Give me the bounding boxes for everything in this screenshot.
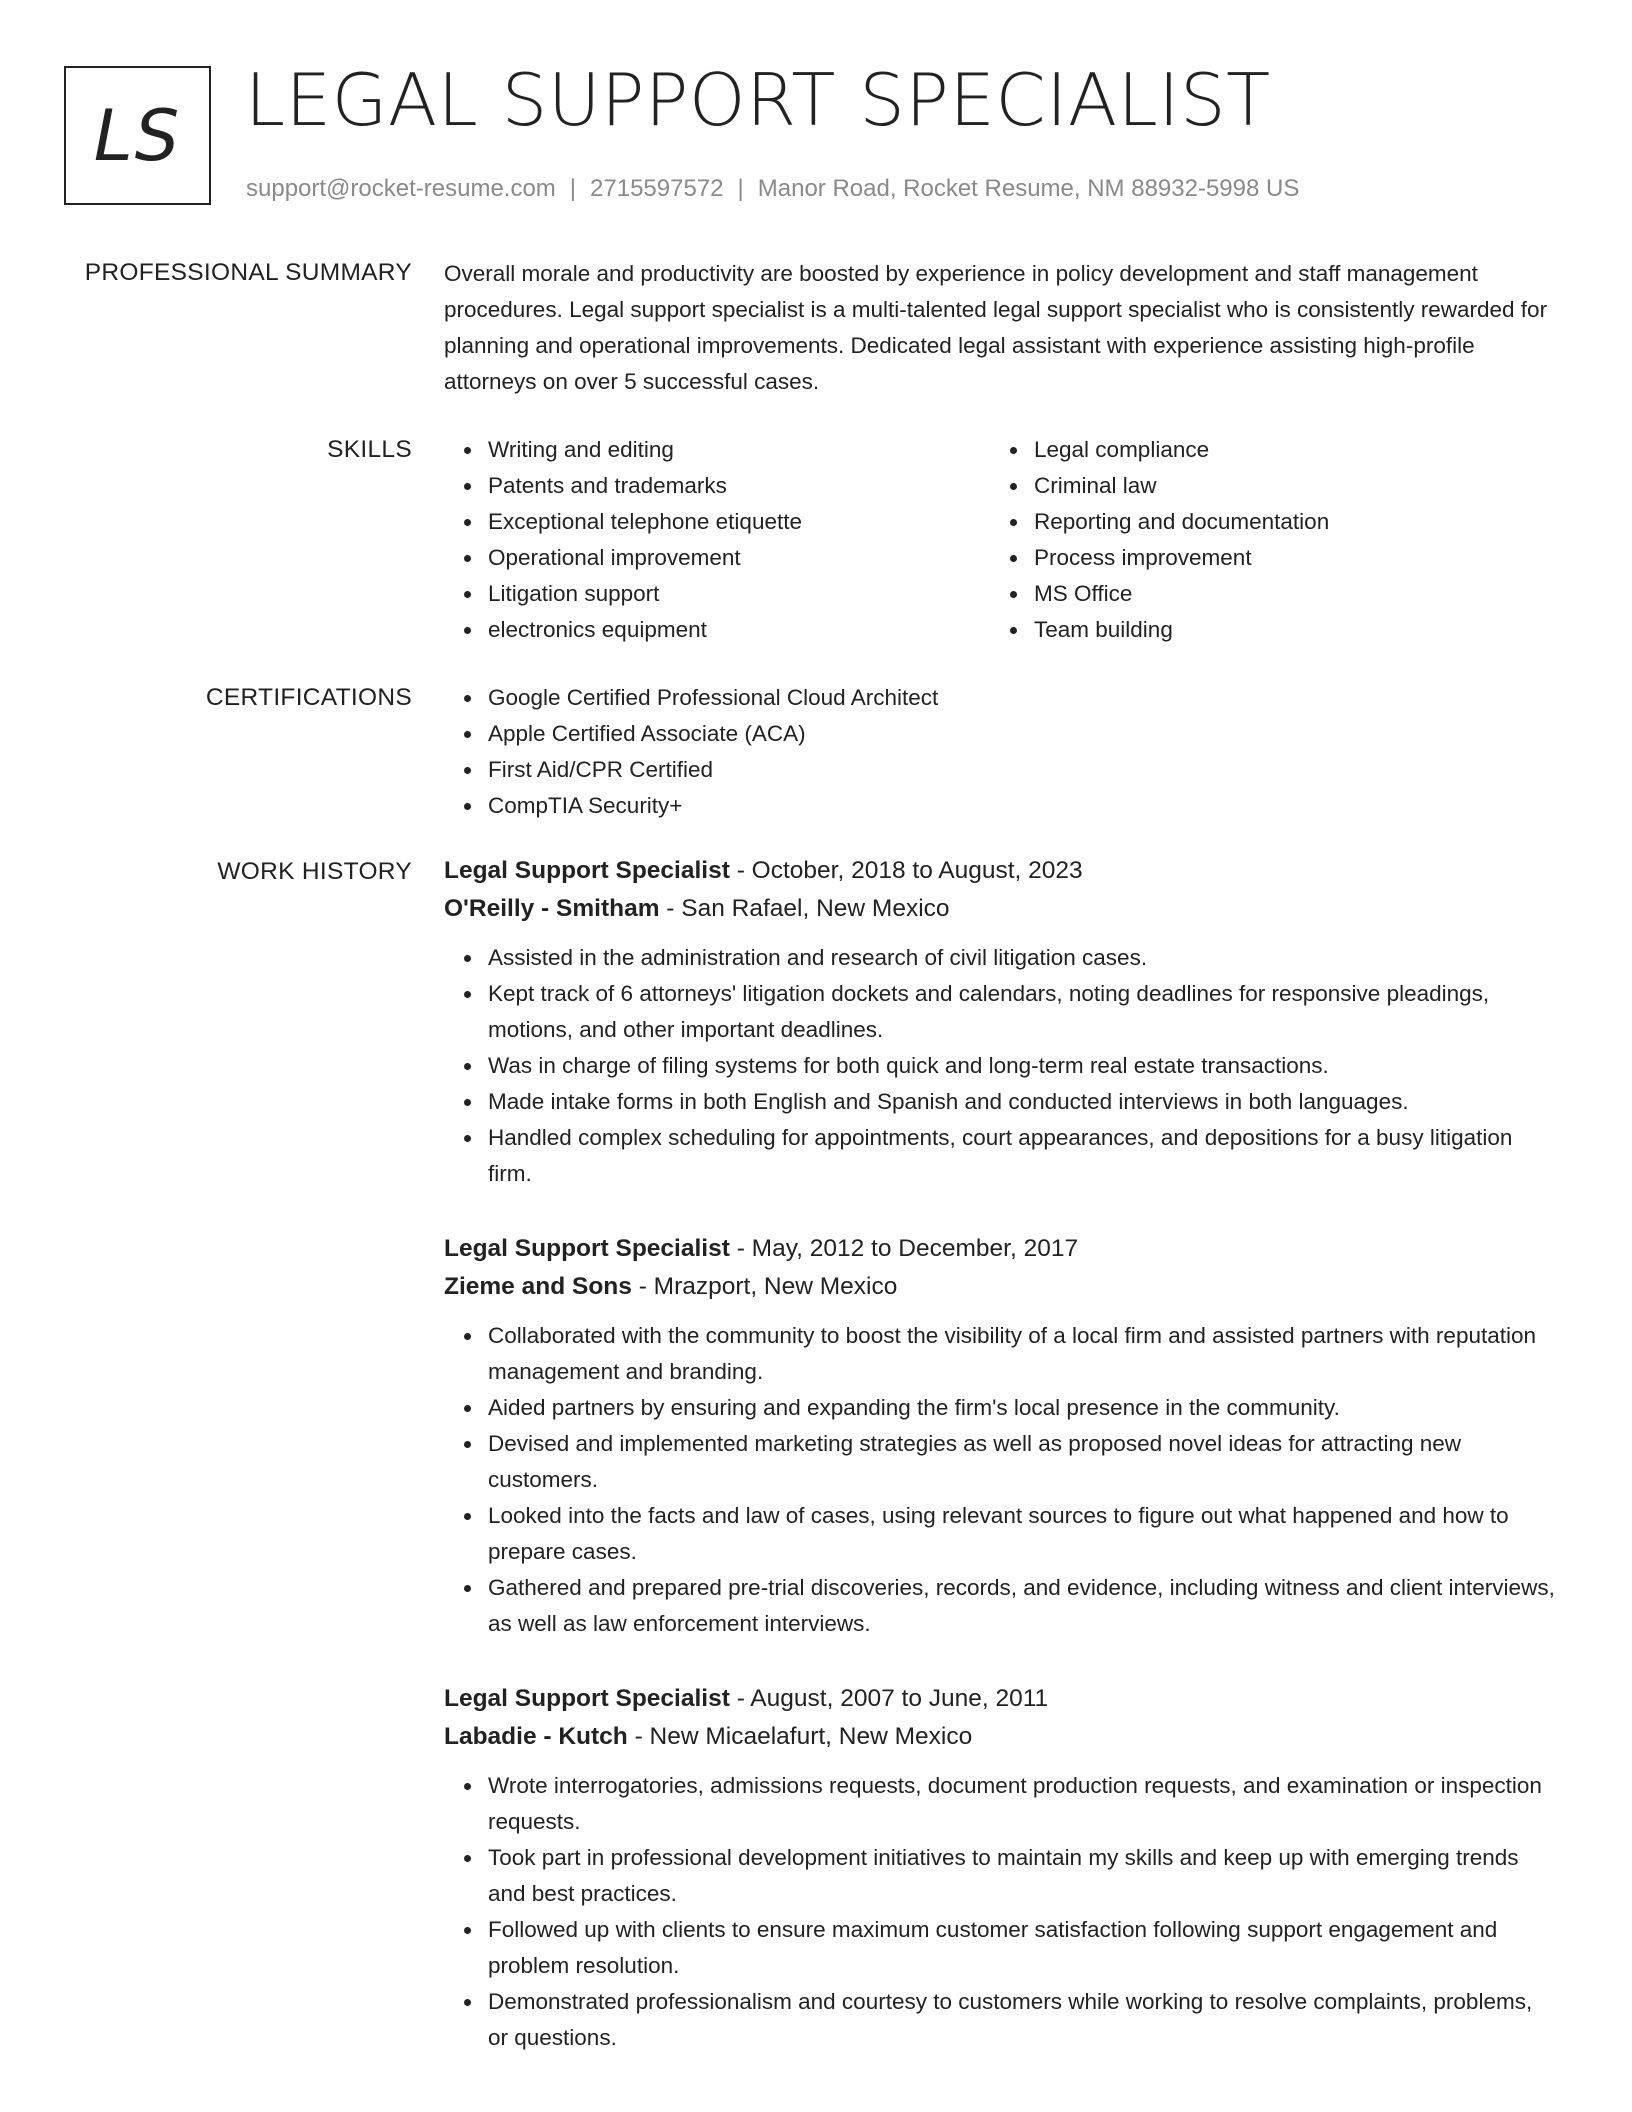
job-company-line xyxy=(444,890,1556,928)
list-item: Kept track of 6 attorneys' litigation dockets and calendars, noting deadlines for responsive pleadings, motions, and other important deadlines. xyxy=(444,976,1556,1048)
list-item: Team building xyxy=(990,612,1536,648)
job-dates: - August, 2007 to June, 2011 xyxy=(729,1685,1049,1712)
list-item: Aided partners by ensuring and expanding the firm's local presence in the community. xyxy=(444,1390,1556,1426)
job-company: Labadie - Kutch xyxy=(444,1723,628,1750)
list-item: Gathered and prepared pre-trial discoveries, records, and evidence, including witness and client interviews, as well as law enforcement interviews. xyxy=(444,1570,1556,1642)
list-item: Devised and implemented marketing strategies as well as proposed novel ideas for attracting new customers. xyxy=(444,1426,1556,1498)
list-item: Writing and editing xyxy=(444,432,990,468)
resume-name-title: LEGAL SUPPORT SPECIALIST xyxy=(245,58,1271,142)
summary-heading: PROFESSIONAL SUMMARY xyxy=(84,259,412,286)
job-title-line xyxy=(444,1230,1556,1268)
job-bullets xyxy=(444,1318,1556,1642)
contact-separator: | xyxy=(737,175,744,202)
list-item: Collaborated with the community to boost the visibility of a local firm and assisted partners with reputation management and branding. xyxy=(444,1318,1556,1390)
certifications-body xyxy=(444,680,1556,824)
list-item: Legal compliance xyxy=(990,432,1536,468)
list-item: Handled complex scheduling for appointments, court appearances, and depositions for a busy litigation firm. xyxy=(444,1120,1556,1192)
skills-list-left xyxy=(444,432,990,648)
list-item: First Aid/CPR Certified xyxy=(444,752,1556,788)
list-item: electronics equipment xyxy=(444,612,990,648)
list-item: Exceptional telephone etiquette xyxy=(444,504,990,540)
list-item: MS Office xyxy=(990,576,1536,612)
job-entry xyxy=(444,1230,1556,1642)
skills-heading: SKILLS xyxy=(327,436,412,463)
list-item: Demonstrated professionalism and courtesy to customers while working to resolve complaints, problems, or questions. xyxy=(444,1984,1556,2056)
list-item: Google Certified Professional Cloud Architect xyxy=(444,680,1556,716)
job-entry xyxy=(444,852,1556,1192)
job-company-line xyxy=(444,1268,1556,1306)
job-location: - Mrazport, New Mexico xyxy=(631,1273,898,1300)
certifications-heading: CERTIFICATIONS xyxy=(205,684,412,711)
contact-separator: | xyxy=(569,175,577,202)
skills-list-right xyxy=(990,432,1536,648)
list-item: Process improvement xyxy=(990,540,1536,576)
job-location: - New Micaelafurt, New Mexico xyxy=(627,1723,973,1750)
job-company-line xyxy=(444,1718,1556,1756)
job-entry xyxy=(444,1680,1556,2056)
list-item: Looked into the facts and law of cases, using relevant sources to figure out what happened and how to prepare cases. xyxy=(444,1498,1556,1570)
list-item: CompTIA Security+ xyxy=(444,788,1556,824)
list-item: Operational improvement xyxy=(444,540,990,576)
job-bullets xyxy=(444,940,1556,1192)
list-item: Followed up with clients to ensure maximum customer satisfaction following support engagement and problem resolution. xyxy=(444,1912,1556,1984)
summary-text: Overall morale and productivity are boosted by experience in policy development and staff management procedures. Legal support specialist is a multi-talented legal support specialist who is consistently rewarded for planning and operational improvements. Dedicated legal assistant with experience assisting high-profile attorneys on over 5 successful cases. xyxy=(444,261,1548,394)
job-role: Legal Support Specialist xyxy=(444,1685,730,1712)
list-item: Criminal law xyxy=(990,468,1536,504)
list-item: Patents and trademarks xyxy=(444,468,990,504)
skills-body xyxy=(444,432,1556,648)
monogram-logo xyxy=(64,66,211,205)
list-item: Assisted in the administration and research of civil litigation cases. xyxy=(444,940,1556,976)
job-role: Legal Support Specialist xyxy=(444,857,730,884)
certifications-list xyxy=(444,680,1556,824)
contact-address: Manor Road, Rocket Resume, NM 88932-5998 US xyxy=(757,175,1300,202)
contact-line xyxy=(246,172,1299,206)
list-item: Wrote interrogatories, admissions requests, document production requests, and examination or inspection requests. xyxy=(444,1768,1556,1840)
list-item: Apple Certified Associate (ACA) xyxy=(444,716,1556,752)
work-history-heading: WORK HISTORY xyxy=(217,858,412,885)
list-item: Was in charge of filing systems for both quick and long-term real estate transactions. xyxy=(444,1048,1556,1084)
list-item: Reporting and documentation xyxy=(990,504,1536,540)
job-title-line xyxy=(444,1680,1556,1718)
job-company: Zieme and Sons xyxy=(444,1273,632,1300)
job-role: Legal Support Specialist xyxy=(444,1235,730,1262)
job-dates: - May, 2012 to December, 2017 xyxy=(729,1235,1079,1262)
job-dates: - October, 2018 to August, 2023 xyxy=(729,857,1083,884)
job-title-line xyxy=(444,852,1556,890)
contact-email[interactable]: support@rocket-resume.com xyxy=(246,175,556,202)
job-company: O'Reilly - Smitham xyxy=(444,895,660,922)
list-item: Litigation support xyxy=(444,576,990,612)
summary-body xyxy=(444,256,1556,400)
job-location: - San Rafael, New Mexico xyxy=(659,895,950,922)
contact-phone[interactable]: 2715597572 xyxy=(590,175,724,202)
list-item: Made intake forms in both English and Spanish and conducted interviews in both languages. xyxy=(444,1084,1556,1120)
list-item: Took part in professional development initiatives to maintain my skills and keep up with emerging trends and best practices. xyxy=(444,1840,1556,1912)
work-history-body xyxy=(444,852,1556,2094)
job-bullets xyxy=(444,1768,1556,2056)
monogram-initials: LS xyxy=(93,94,182,177)
